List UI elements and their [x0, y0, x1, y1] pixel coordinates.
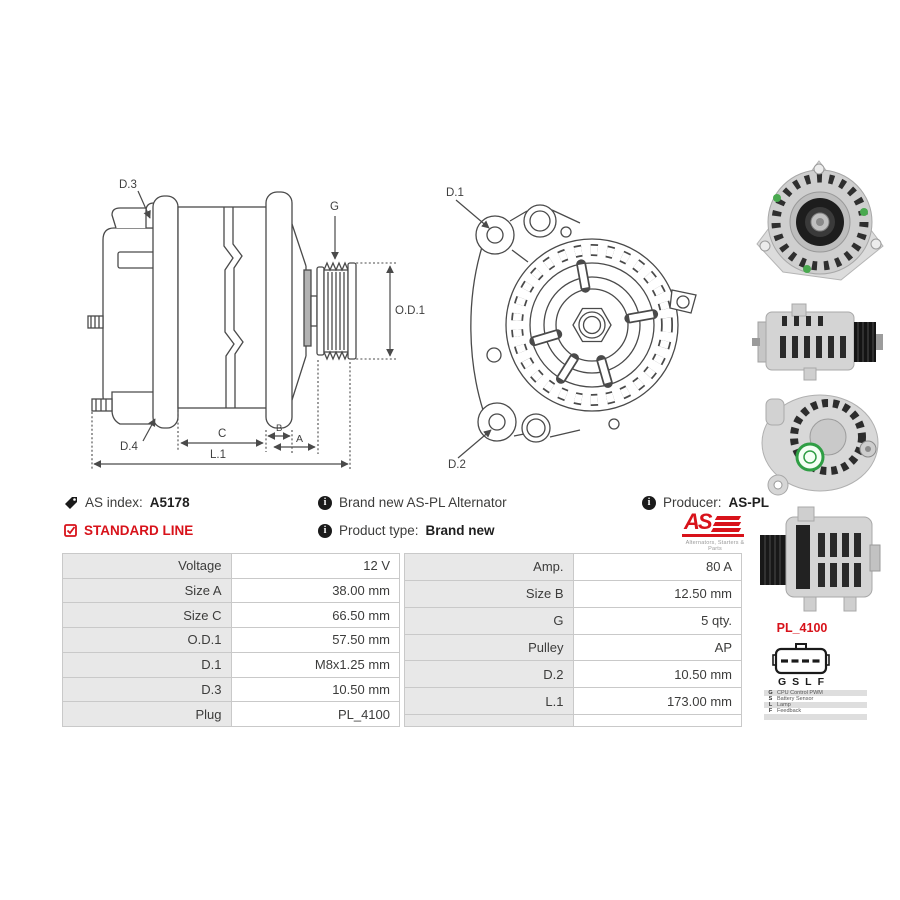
logo-stripe [715, 516, 741, 520]
product-photo-rear-angled [748, 385, 893, 503]
legend-pin: G [768, 690, 773, 696]
product-type-row [318, 523, 495, 538]
as-index-label: AS index: [85, 495, 143, 510]
dim-label-a: A [296, 433, 304, 445]
spec-value: 66.50 mm [232, 603, 400, 627]
product-photo-side-right [752, 296, 892, 381]
plug-connector-drawing [772, 641, 830, 677]
dim-label-d3: D.3 [119, 179, 137, 191]
spec-value: 38.00 mm [232, 579, 400, 603]
legend-desc: Battery Sensor [777, 696, 814, 702]
dim-label-l1: L.1 [210, 449, 226, 461]
side-view-drawing [88, 179, 425, 470]
standard-line-row [64, 523, 193, 538]
spec-value: M8x1.25 mm [232, 653, 400, 677]
plug-pin: G [778, 676, 787, 688]
spec-label: Voltage [63, 554, 231, 578]
info-icon: i [642, 496, 656, 510]
plug-pin-labels [778, 676, 824, 688]
spec-label: D.1 [63, 653, 231, 677]
dim-label-d2: D.2 [448, 459, 466, 471]
producer-label: Producer: [663, 495, 722, 510]
legend-pin: L [768, 702, 773, 708]
spec-value: 10.50 mm [232, 678, 400, 702]
info-icon: i [318, 524, 332, 538]
logo-stripe [711, 528, 741, 532]
plug-pin: S [792, 676, 800, 688]
dim-label-d4: D.4 [120, 441, 138, 453]
dim-label-d1: D.1 [446, 187, 464, 199]
dim-label-b: B [276, 423, 283, 434]
spec-table-right [404, 553, 742, 727]
as-index-value: A5178 [149, 495, 190, 510]
spec-label: Size A [63, 579, 231, 603]
plug-legend [764, 690, 867, 720]
plug-pin: L [805, 676, 812, 688]
legend-desc: Lamp [777, 702, 791, 708]
plug-legend-empty-row [764, 714, 867, 720]
dim-label-od1: O.D.1 [395, 305, 426, 317]
as-logo-subtext: Alternators, Starters & Parts [685, 540, 745, 552]
tag-icon [64, 496, 78, 510]
spec-value [574, 715, 742, 726]
producer-value: AS-PL [728, 495, 770, 510]
legend-desc: CPU Control PWM [777, 690, 823, 696]
spec-value: 10.50 mm [574, 661, 742, 687]
product-photo-front [745, 158, 895, 293]
spec-value: PL_4100 [232, 702, 400, 726]
spec-label: O.D.1 [63, 628, 231, 652]
standard-line-label: STANDARD LINE [84, 523, 194, 538]
spec-value: 173.00 mm [574, 688, 742, 714]
spec-label: D.2 [405, 661, 573, 687]
info-icon: i [318, 496, 332, 510]
as-index-row [64, 495, 190, 510]
spec-value: 12.50 mm [574, 581, 742, 607]
spec-value: 5 qty. [574, 608, 742, 634]
brand-new-text: Brand new AS-PL Alternator [339, 495, 507, 510]
spec-value: 12 V [232, 554, 400, 578]
as-logo-text: AS [684, 509, 711, 534]
spec-label: Size C [63, 603, 231, 627]
dim-label-c: C [218, 428, 227, 440]
legend-pin: F [768, 708, 773, 714]
as-pl-logo [682, 509, 748, 552]
product-photo-side-left [752, 505, 892, 617]
spec-label: Size B [405, 581, 573, 607]
spec-value: 57.50 mm [232, 628, 400, 652]
spec-value: AP [574, 635, 742, 661]
plug-legend-row [764, 708, 867, 714]
logo-underline [682, 534, 744, 537]
spec-label: D.3 [63, 678, 231, 702]
spec-label: Amp. [405, 554, 573, 580]
product-type-label: Product type: [339, 523, 419, 538]
spec-label: Plug [63, 702, 231, 726]
spec-label: Pulley [405, 635, 573, 661]
checkbox-icon [64, 524, 77, 537]
spec-table-left [62, 553, 400, 727]
plug-pin: F [817, 676, 824, 688]
product-type-value: Brand new [425, 523, 495, 538]
front-view-drawing [446, 187, 696, 471]
spec-label: G [405, 608, 573, 634]
producer-row [642, 495, 769, 510]
logo-stripe [713, 522, 741, 526]
plug-name: PL_4100 [776, 621, 828, 635]
spec-label: L.1 [405, 688, 573, 714]
spec-label [405, 715, 573, 726]
brand-new-row [318, 495, 507, 510]
spec-value: 80 A [574, 554, 742, 580]
dim-label-g: G [330, 201, 339, 213]
legend-pin: S [768, 696, 773, 702]
legend-desc: Feedback [777, 708, 802, 714]
